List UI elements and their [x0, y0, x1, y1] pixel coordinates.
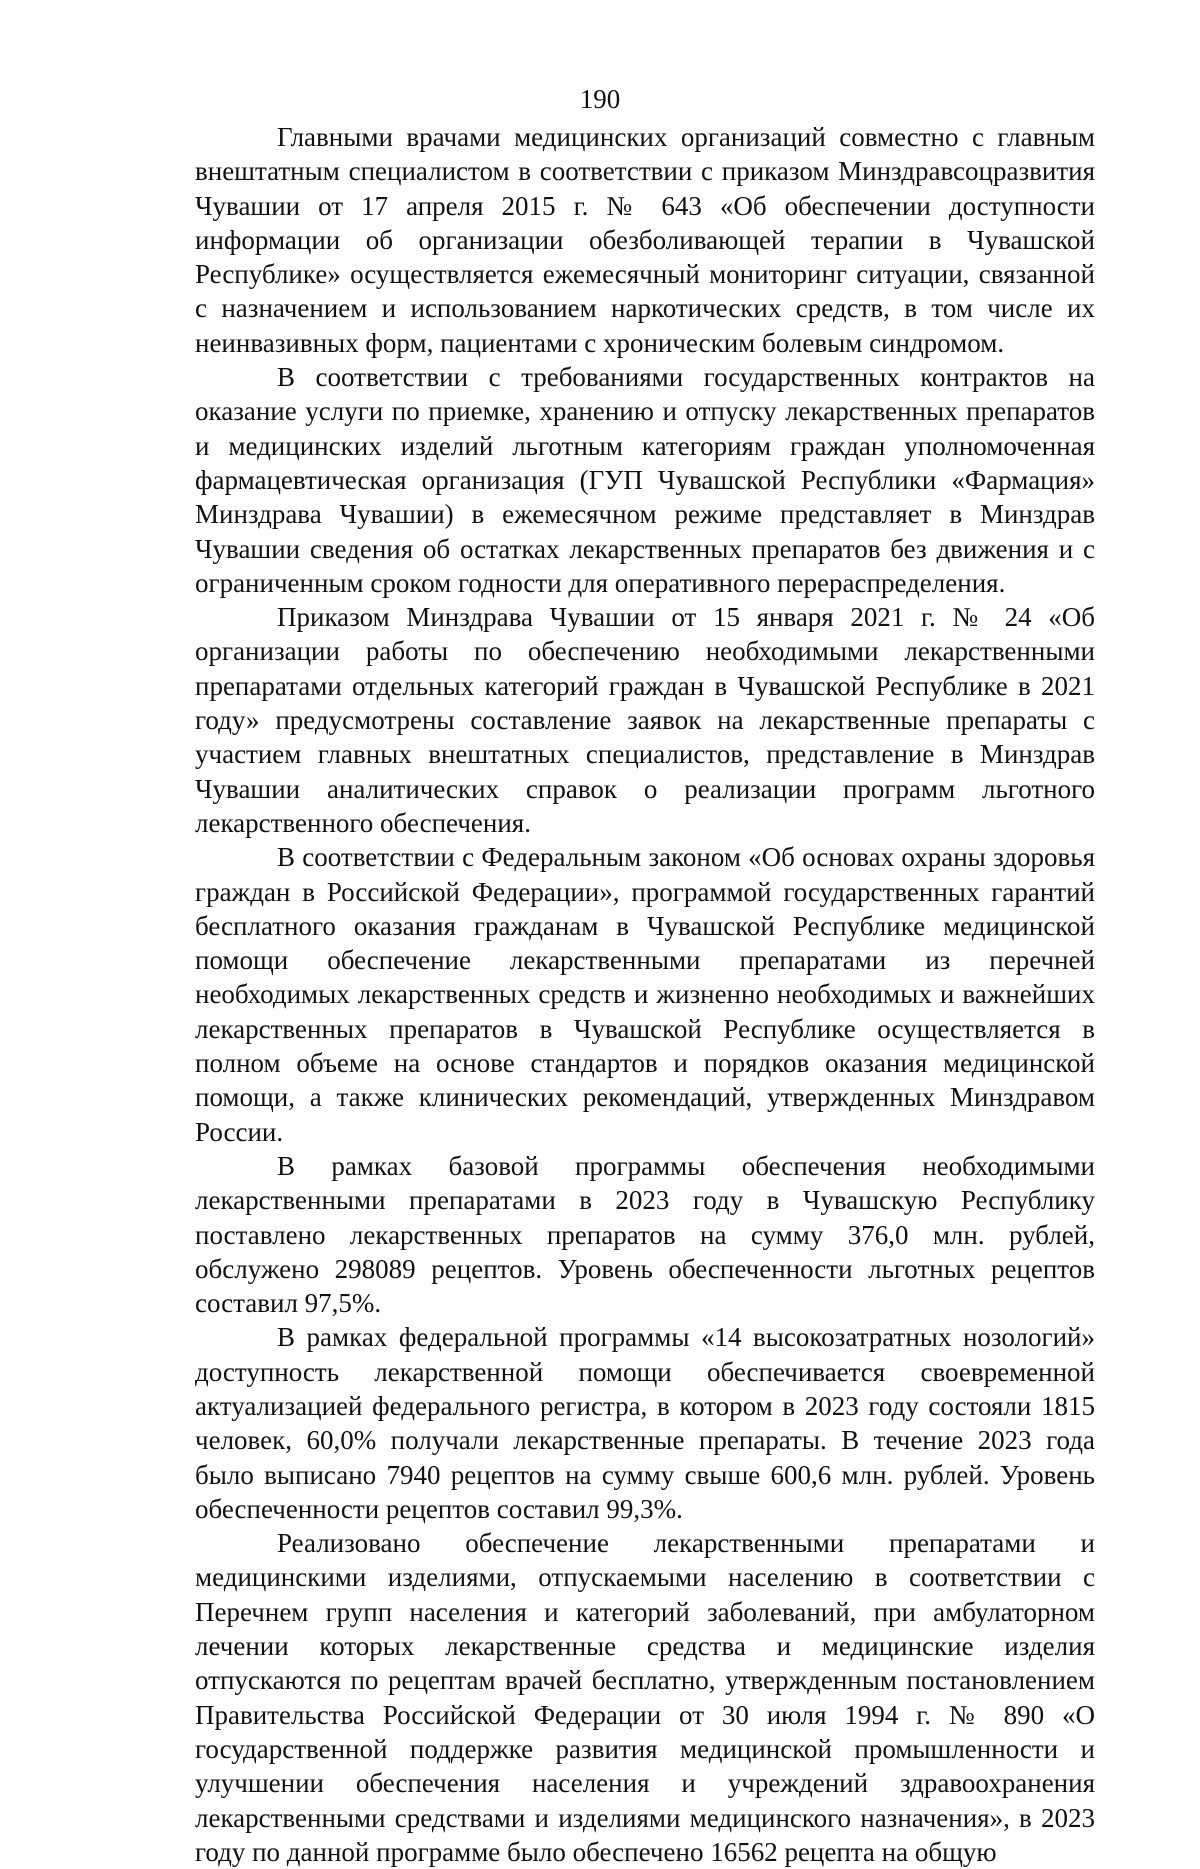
paragraph-federal-law: В соответствии с Федеральным законом «Об основах охраны здоровья граждан в Российской Федерации», программой государственных гарантий бесплатного оказания гражданам в Чувашской Республике медицинской помощи обеспечение лекарственными препаратами из перечней необходимых лекарственных средств и жизненно необходимых и важнейших лекарственных препаратов в Чувашской Республике осуществляется в полном объеме на основе стандартов и порядков оказания медицинской помощи, а также клинических рекомендаций, утвержденных Минздравом России.	[195, 842, 1095, 1147]
paragraph-base-program: В рамках базовой программы обеспечения необходимыми лекарственными препаратами в 2023 году в Чувашскую Республику поставлено лекарственных препаратов на сумму 376,0 млн. рублей, обслужено 298089 рецептов. Уровень обеспеченности льготных рецептов составил 97,5%.	[195, 1150, 1095, 1319]
paragraph-order-24: Приказом Минздрава Чувашии от 15 января 2021 г. № 24 «Об организации работы по обеспечению необходимыми лекарственными препаратами отдельных категорий граждан в Чувашской Республике в 2021 году» предусмотрены составление заявок на лекарственные препараты с участием главных внештатных специалистов, представление в Минздрав Чувашии аналитических справок о реализации программ льготного лекарственного обеспечения.	[195, 602, 1095, 838]
body-text	[195, 120, 1095, 1869]
paragraph-14-nosologies: В рамках федеральной программы «14 высокозатратных нозологий» доступность лекарственной помощи обеспечивается своевременной актуализацией федерального регистра, в котором в 2023 году состояли 1815 человек, 60,0% получали лекарственные препараты. В течение 2023 года было выписано 7940 рецептов на сумму свыше 600,6 млн. рублей. Уровень обеспеченности рецептов составил 99,3%.	[195, 1322, 1095, 1524]
page-number: 190	[579, 84, 621, 114]
paragraph-free-prescriptions: Реализовано обеспечение лекарственными препаратами и медицинскими изделиями, отпускаемыми населению в соответствии с Перечнем групп населения и категорий заболеваний, при амбулаторном лечении которых лекарственные средства и медицинские изделия отпускаются по рецептам врачей бесплатно, утвержденным постановлением Правительства Российской Федерации от 30 июля 1994 г. № 890 «О государственной поддержке развития медицинской промышленности и улучшении обеспечения населения и учреждений здравоохранения лекарственными средствами и изделиями медицинского назначения», в 2023 году по данной программе было обеспечено 16562 рецепта на общую	[195, 1528, 1095, 1867]
paragraph-pharmacy-contracts: В соответствии с требованиями государственных контрактов на оказание услуги по приемке, хранению и отпуску лекарственных препаратов и медицинских изделий льготным категориям граждан уполномоченная фармацевтическая организация (ГУП Чувашской Республики «Фармация» Минздрава Чувашии) в ежемесячном режиме представляет в Минздрав Чувашии сведения об остатках лекарственных препаратов без движения и с ограниченным сроком годности для оперативного перераспределения.	[195, 362, 1095, 598]
paragraph-pain-therapy-monitoring: Главными врачами медицинских организаций совместно с главным внештатным специалистом в соответствии с приказом Минздравсоцразвития Чувашии от 17 апреля 2015 г. № 643 «Об обеспечении доступности информации об организации обезболивающей терапии в Чувашской Республике» осуществляется ежемесячный мониторинг ситуации, связанной с назначением и использованием наркотических средств, в том числе их неинвазивных форм, пациентами с хроническим болевым синдромом.	[195, 122, 1095, 358]
